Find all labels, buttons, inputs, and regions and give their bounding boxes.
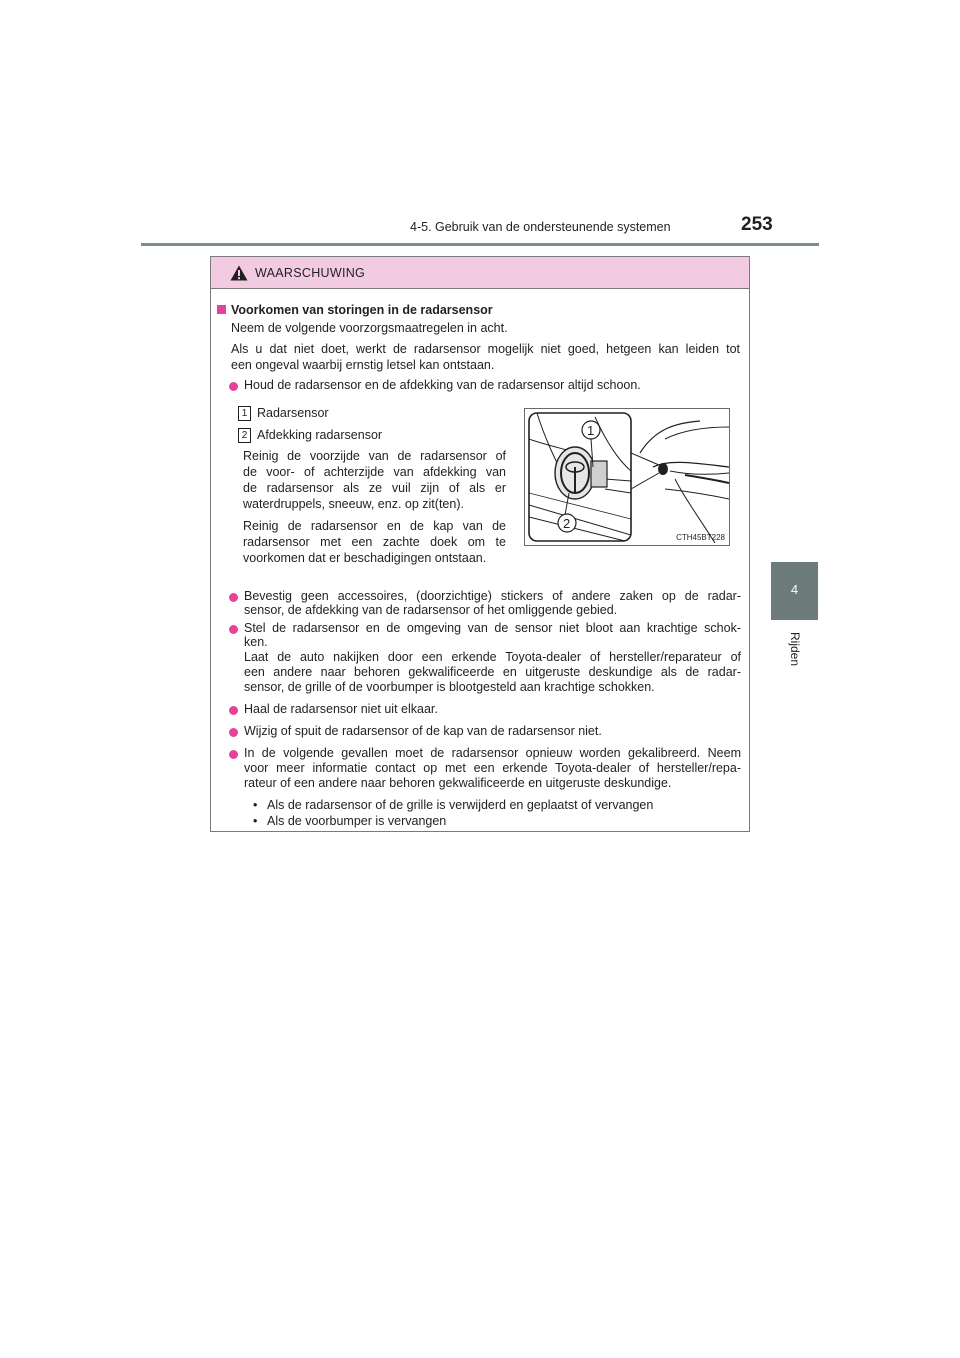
bullet-dot-icon (229, 706, 238, 715)
bullet-text-line: Stel de radarsensor en de omgeving van de sensor niet bloot aan krachtige schok- (244, 621, 741, 635)
clean-text-line: waterdruppels, sneeuw, enz. op zit(ten). (243, 497, 464, 511)
bullet-dot-icon (229, 593, 238, 602)
intro-text: Neem de volgende voorzorgsmaatregelen in acht. (231, 321, 508, 335)
bullet-dot-icon (229, 382, 238, 391)
bullet-dot-icon (229, 728, 238, 737)
header-rule (141, 243, 819, 246)
radar-sensor-illustration (524, 408, 730, 546)
clean-text-line: Reinig de voorzijde van de radarsensor of (243, 449, 506, 463)
bullet-dot-icon (229, 625, 238, 634)
bullet-text-line: rateur of een andere naar behoren gekwalificeerde en uitgeruste deskundige. (244, 776, 672, 790)
square-bullet-icon (217, 305, 226, 314)
illustration-code: CTH45BT228 (676, 533, 725, 542)
warning-header (211, 257, 749, 289)
legend-label: Radarsensor (257, 406, 329, 420)
sub-bullet-text: Als de radarsensor of de grille is verwijderd en geplaatst of vervangen (267, 798, 654, 812)
bullet-text-line: voor meer informatie contact op met een erkende Toyota-dealer of hersteller/repa- (244, 761, 741, 775)
car-front-drawing (525, 409, 729, 545)
warning-title: WAARSCHUWING (255, 266, 366, 280)
chapter-number: 4 (790, 582, 799, 597)
warning-box (210, 256, 750, 832)
bullet-text-line: Bevestig geen accessoires, (doorzichtige) stickers of andere zaken op de radar- (244, 589, 741, 603)
chapter-label: Rijden (788, 632, 802, 667)
page-number: 253 (741, 214, 773, 235)
callout-2: 2 (563, 516, 571, 531)
section-heading: Voorkomen van storingen in de radarsensor (217, 303, 493, 319)
intro-warning-line: een ongeval waarbij ernstig letsel kan ontstaan. (231, 358, 495, 372)
sub-bullet-marker: • (253, 814, 258, 828)
bullet-text: Houd de radarsensor en de afdekking van de radarsensor altijd schoon. (244, 378, 641, 392)
bullet-text: Wijzig of spuit de radarsensor of de kap van de radarsensor niet. (244, 724, 602, 738)
legend-number: 2 (238, 428, 251, 443)
legend-label: Afdekking radarsensor (257, 428, 383, 442)
chapter-tab[interactable] (771, 562, 818, 620)
legend-number: 1 (238, 406, 251, 421)
intro-warning-line: Als u dat niet doet, werkt de radarsensor mogelijk niet goed, hetgeen kan leiden tot (231, 342, 740, 356)
sub-bullet-marker: • (253, 798, 258, 812)
bullet-text-line: sensor, de afdekking van de radarsensor of het omliggende gebied. (244, 603, 618, 617)
warning-triangle-icon (230, 265, 248, 281)
bullet-text-line: ken. (244, 635, 268, 649)
clean-text-line: de radarsensor als ze vuil zijn of als er (243, 481, 506, 495)
clean-text-line: radarsensor met een zachte doek om te (243, 535, 506, 549)
section-title: 4-5. Gebruik van de ondersteunende systemen (410, 220, 671, 234)
callout-1: 1 (587, 423, 595, 438)
bullet-text-line: In de volgende gevallen moet de radarsensor opnieuw worden gekalibreerd. Neem (244, 746, 741, 760)
clean-text-line: de voor- of achterzijde van afdekking van (243, 465, 506, 479)
clean-text-line: voorkomen dat er beschadigingen ontstaan. (243, 551, 487, 565)
clean-text-line: Reinig de radarsensor en de kap van de (243, 519, 506, 533)
bullet-text-line: Laat de auto nakijken door een erkende Toyota-dealer of hersteller/reparateur of (244, 650, 741, 664)
bullet-text-line: een andere naar behoren gekwalificeerde en uitgeruste deskundige als de radar- (244, 665, 741, 679)
bullet-text-line: sensor, de grille of de voorbumper is blootgesteld aan krachtige schokken. (244, 680, 655, 694)
bullet-dot-icon (229, 750, 238, 759)
sub-bullet-text: Als de voorbumper is vervangen (267, 814, 447, 828)
bullet-text: Haal de radarsensor niet uit elkaar. (244, 702, 438, 716)
